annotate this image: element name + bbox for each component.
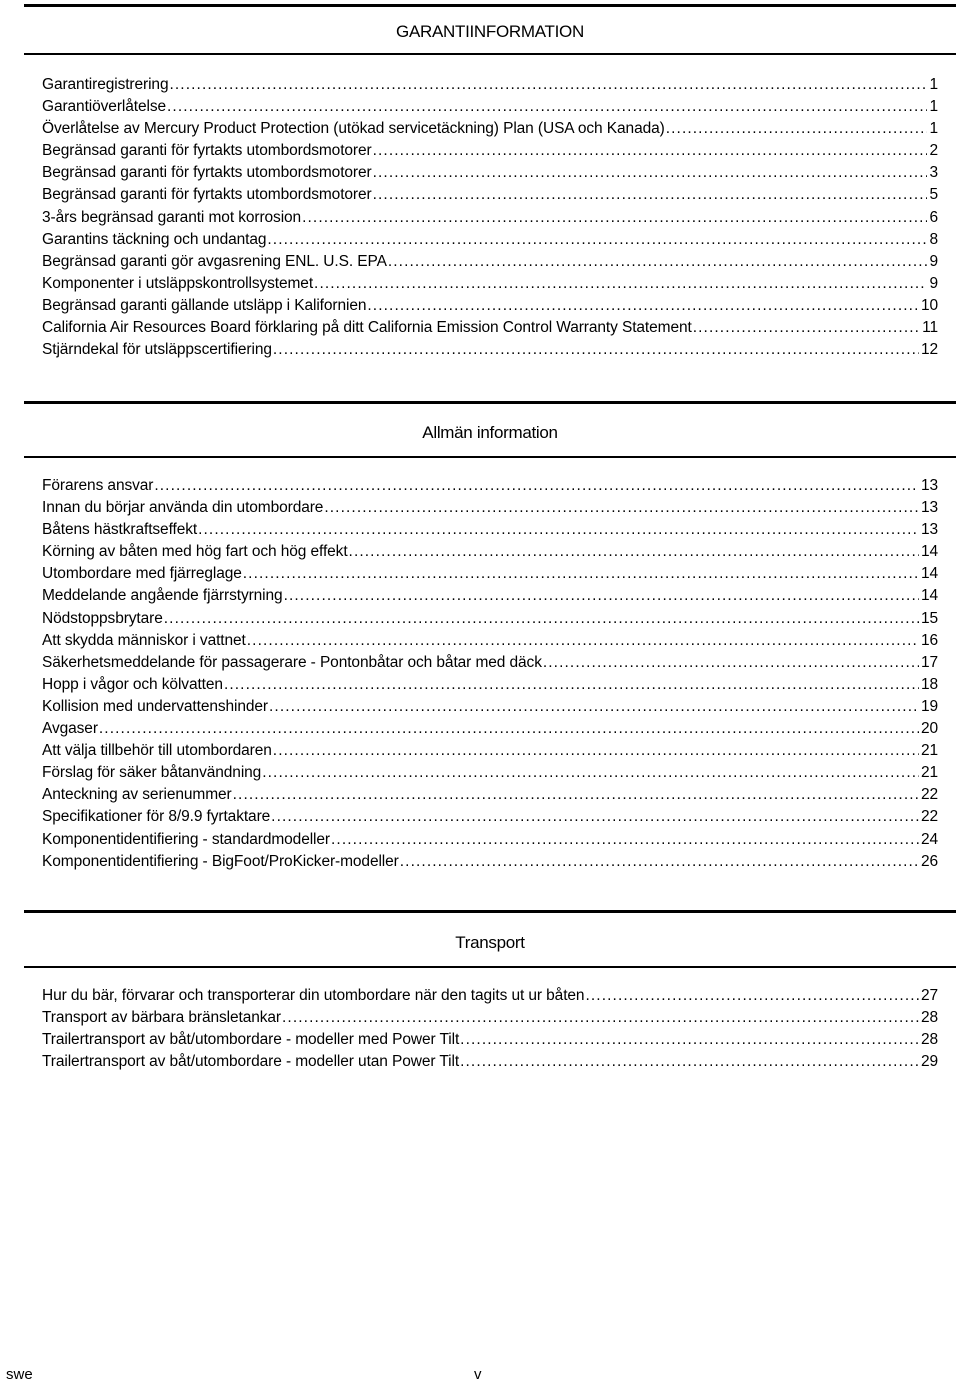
toc-entry-page: 8	[929, 230, 938, 248]
toc-leader	[388, 251, 928, 273]
toc-entry-page: 21	[920, 742, 938, 760]
toc-entry[interactable]	[42, 740, 938, 762]
toc-entry-page: 3	[929, 164, 938, 182]
toc-list-allman-information	[42, 475, 938, 873]
toc-entry-label: Garantiregistrering	[42, 76, 169, 93]
toc-entry[interactable]	[42, 251, 938, 273]
footer-language-code: swe	[6, 1366, 33, 1383]
toc-entry-label: Säkerhetsmeddelande för passagerare - Pontonbåtar och båtar med däck	[42, 653, 542, 671]
section-title-transport: Transport	[455, 933, 525, 952]
toc-entry-label: Nödstoppsbrytare	[42, 609, 163, 627]
toc-entry[interactable]	[42, 674, 938, 696]
toc-leader	[302, 207, 927, 229]
toc-entry-page: 1	[929, 76, 938, 93]
toc-entry-label: Avgaser	[42, 720, 98, 738]
toc-entry-label: Att välja tillbehör till utombordaren	[42, 742, 272, 760]
toc-entry[interactable]	[42, 295, 938, 317]
toc-leader	[273, 740, 919, 762]
section-top-rule	[24, 910, 956, 913]
toc-entry[interactable]	[42, 585, 938, 607]
toc-entry-page: 24	[920, 830, 938, 848]
toc-leader	[169, 74, 927, 96]
toc-entry-page: 10	[920, 296, 938, 314]
toc-entry-label: Båtens hästkraftseffekt	[42, 521, 198, 539]
section-header-rule	[24, 53, 956, 55]
toc-leader	[164, 608, 919, 630]
toc-leader	[247, 630, 919, 652]
toc-entry-page: 14	[920, 587, 938, 605]
toc-entry-label: Förslag för säker båtanvändning	[42, 764, 262, 782]
toc-leader	[267, 229, 927, 251]
toc-entry-label: Förarens ansvar	[42, 477, 154, 494]
toc-entry-label: Kollision med undervattenshinder	[42, 697, 268, 715]
toc-entry-label: Komponentidentifiering - standardmodeller	[42, 830, 330, 848]
toc-leader	[400, 851, 919, 873]
toc-entry[interactable]	[42, 184, 938, 206]
toc-entry[interactable]	[42, 118, 938, 140]
toc-entry-label: Specifikationer för 8/9.9 fyrtaktare	[42, 808, 271, 826]
toc-entry[interactable]	[42, 273, 938, 295]
toc-leader	[198, 519, 919, 541]
toc-list-transport	[42, 985, 938, 1073]
toc-leader	[666, 118, 928, 140]
toc-entry-label: Hur du bär, förvarar och transporterar din utombordare när den tagits ut ur båten	[42, 987, 585, 1004]
toc-leader	[349, 541, 919, 563]
toc-entry-label: Att skydda människor i vattnet	[42, 631, 246, 649]
toc-entry[interactable]	[42, 1029, 938, 1051]
toc-entry[interactable]	[42, 74, 938, 96]
toc-entry-page: 5	[929, 186, 938, 204]
toc-entry-label: 3-års begränsad garanti mot korrosion	[42, 208, 302, 226]
toc-entry[interactable]	[42, 851, 938, 873]
toc-entry-page: 13	[920, 477, 938, 494]
toc-leader	[233, 784, 919, 806]
toc-entry-label: Begränsad garanti för fyrtakts utombordsmotorer	[42, 164, 372, 182]
toc-entry[interactable]	[42, 806, 938, 828]
toc-leader	[282, 1007, 919, 1029]
toc-entry[interactable]	[42, 652, 938, 674]
toc-leader	[167, 96, 927, 118]
toc-entry-page: 13	[920, 521, 938, 539]
toc-entry-page: 11	[922, 319, 938, 337]
toc-entry[interactable]	[42, 475, 938, 497]
toc-entry-label: Begränsad garanti för fyrtakts utombordsmotorer	[42, 142, 372, 160]
toc-entry[interactable]	[42, 207, 938, 229]
toc-entry-label: Meddelande angående fjärrstyrning	[42, 587, 283, 605]
toc-leader	[154, 475, 919, 497]
toc-leader	[460, 1051, 919, 1073]
section-header-rule	[24, 456, 956, 458]
toc-entry[interactable]	[42, 497, 938, 519]
toc-entry[interactable]	[42, 829, 938, 851]
toc-entry-label: Begränsad garanti gör avgasrening ENL. U.S. EPA	[42, 252, 387, 270]
section-header-rule	[24, 966, 956, 968]
toc-entry-label: Garantiöverlåtelse	[42, 98, 166, 116]
toc-entry-page: 28	[920, 1009, 938, 1027]
toc-entry[interactable]	[42, 317, 938, 339]
toc-entry[interactable]	[42, 985, 938, 1007]
toc-entry-page: 15	[920, 609, 938, 627]
toc-entry-label: Körning av båten med hög fart och hög effekt	[42, 543, 348, 561]
toc-entry-label: Innan du börjar använda din utombordare	[42, 499, 324, 517]
toc-entry-page: 22	[920, 786, 938, 804]
toc-entry-page: 12	[920, 341, 938, 359]
toc-leader	[324, 497, 919, 519]
toc-leader	[373, 140, 928, 162]
section-top-rule	[24, 401, 956, 404]
toc-list-garantiinformation	[42, 74, 938, 361]
toc-leader	[224, 674, 919, 696]
toc-leader	[314, 273, 927, 295]
toc-entry-label: Överlåtelse av Mercury Product Protection (utökad servicetäckning) Plan (USA och Kanada)	[42, 120, 665, 138]
toc-entry-label: Transport av bärbara bränsletankar	[42, 1009, 281, 1027]
toc-leader	[271, 806, 919, 828]
toc-leader	[585, 985, 918, 1007]
toc-leader	[273, 339, 919, 361]
toc-entry-page: 18	[920, 675, 938, 693]
footer-page-number: v	[474, 1366, 482, 1383]
toc-entry-page: 2	[929, 142, 938, 160]
toc-leader	[373, 162, 928, 184]
toc-entry[interactable]	[42, 519, 938, 541]
toc-entry[interactable]	[42, 229, 938, 251]
toc-entry[interactable]	[42, 784, 938, 806]
toc-entry-page: 9	[929, 274, 938, 292]
toc-entry-page: 1	[929, 120, 938, 138]
toc-entry[interactable]	[42, 718, 938, 740]
toc-leader	[99, 718, 919, 740]
toc-leader	[693, 317, 920, 339]
section-top-rule	[24, 4, 956, 7]
section-title-garantiinformation: GARANTIINFORMATION	[396, 22, 584, 41]
toc-entry-page: 14	[920, 565, 938, 583]
toc-entry-page: 29	[920, 1053, 938, 1071]
toc-entry-label: Anteckning av serienummer	[42, 786, 232, 804]
toc-leader	[460, 1029, 919, 1051]
toc-entry[interactable]	[42, 630, 938, 652]
toc-leader	[284, 585, 919, 607]
toc-entry-label: Stjärndekal för utsläppscertifiering	[42, 341, 272, 359]
toc-entry-label: California Air Resources Board förklaring på ditt California Emission Control Warranty Statement	[42, 319, 692, 337]
toc-entry[interactable]	[42, 1051, 938, 1073]
toc-entry-page: 21	[920, 764, 938, 782]
toc-leader	[243, 563, 919, 585]
toc-leader	[331, 829, 919, 851]
toc-entry-label: Komponentidentifiering - BigFoot/ProKicker-modeller	[42, 852, 399, 870]
toc-entry[interactable]	[42, 1007, 938, 1029]
toc-entry-page: 6	[929, 208, 938, 226]
toc-entry[interactable]	[42, 96, 938, 118]
toc-entry-page: 1	[929, 98, 938, 116]
toc-entry-label: Hopp i vågor och kölvatten	[42, 675, 223, 693]
toc-entry[interactable]	[42, 541, 938, 563]
toc-entry[interactable]	[42, 696, 938, 718]
toc-leader	[543, 652, 919, 674]
toc-entry-page: 26	[920, 852, 938, 870]
section-title-allman-information: Allmän information	[422, 423, 558, 442]
toc-entry-label: Trailertransport av båt/utombordare - modeller utan Power Tilt	[42, 1053, 460, 1071]
toc-entry-page: 14	[920, 543, 938, 561]
toc-entry-page: 17	[920, 653, 938, 671]
toc-entry[interactable]	[42, 140, 938, 162]
toc-leader	[373, 184, 928, 206]
toc-entry[interactable]	[42, 563, 938, 585]
toc-entry-label: Garantins täckning och undantag	[42, 230, 267, 248]
toc-entry[interactable]	[42, 608, 938, 630]
toc-entry-page: 27	[920, 987, 938, 1004]
toc-leader	[269, 696, 919, 718]
toc-entry-label: Begränsad garanti för fyrtakts utombordsmotorer	[42, 186, 372, 204]
toc-entry-page: 20	[920, 720, 938, 738]
toc-entry-label: Utombordare med fjärreglage	[42, 565, 242, 583]
toc-leader	[262, 762, 919, 784]
toc-entry-page: 16	[920, 631, 938, 649]
toc-entry[interactable]	[42, 339, 938, 361]
toc-entry-page: 28	[920, 1031, 938, 1049]
toc-entry-page: 22	[920, 808, 938, 826]
toc-leader	[367, 295, 919, 317]
toc-entry-page: 9	[929, 252, 938, 270]
toc-entry[interactable]	[42, 762, 938, 784]
toc-entry[interactable]	[42, 162, 938, 184]
toc-entry-page: 19	[920, 697, 938, 715]
toc-entry-label: Begränsad garanti gällande utsläpp i Kalifornien	[42, 296, 367, 314]
toc-entry-label: Trailertransport av båt/utombordare - modeller med Power Tilt	[42, 1031, 460, 1049]
toc-entry-label: Komponenter i utsläppskontrollsystemet	[42, 274, 314, 292]
toc-entry-page: 13	[920, 499, 938, 517]
